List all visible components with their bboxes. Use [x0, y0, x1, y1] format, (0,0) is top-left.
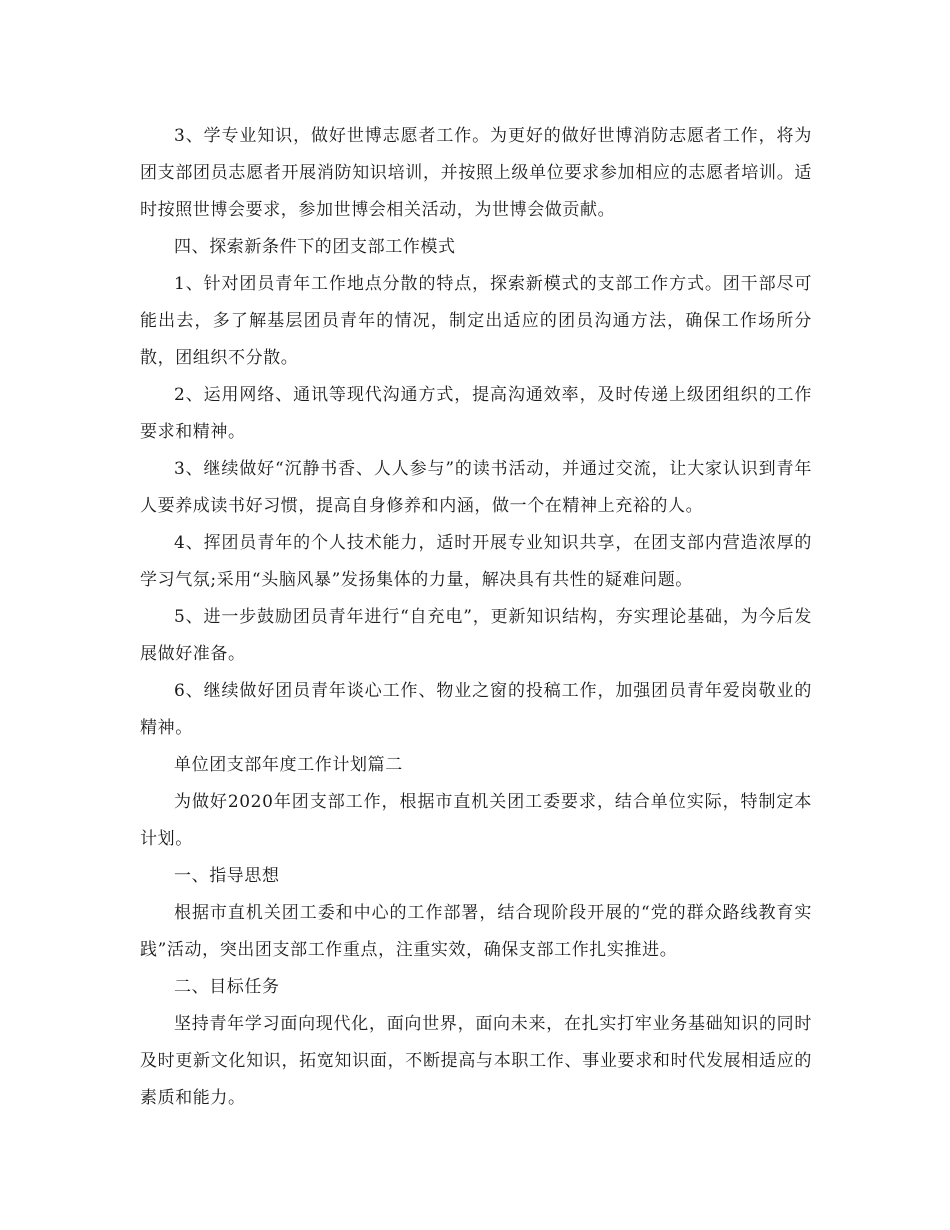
- paragraph-guiding-ideology: 根据市直机关团工委和中心的工作部署，结合现阶段开展的“党的群众路线教育实践”活动，突出团支部工作重点，注重实效，确保支部工作扎实推进。: [140, 903, 812, 960]
- paragraph-goals-tasks: 坚持青年学习面向现代化，面向世界，面向未来，在扎实打牢业务基础知识的同时及时更新文化知识，拓宽知识面，不断提高与本职工作、事业要求和时代发展相适应的素质和能力。: [140, 1014, 812, 1108]
- heading-guiding-ideology: 一、指导思想: [174, 866, 280, 886]
- paragraph-item-3: 3、继续做好“沉静书香、人人参与”的读书活动，并通过交流，让大家认识到青年人要养成读书好习惯，提高自身修养和内涵，做一个在精神上充裕的人。: [140, 459, 812, 516]
- paragraph-item-6: 6、继续做好团员青年谈心工作、物业之窗的投稿工作，加强团员青年爱岗敬业的精神。: [140, 681, 812, 738]
- document-body: [140, 118, 812, 1117]
- paragraph-item-2: 2、运用网络、通讯等现代沟通方式，提高沟通效率，及时传递上级团组织的工作要求和精神。: [140, 385, 812, 442]
- heading-plan-part-two: 单位团支部年度工作计划篇二: [174, 755, 403, 775]
- paragraph-intro: 为做好2020年团支部工作，根据市直机关团工委要求，结合单位实际，特制定本计划。: [140, 792, 812, 849]
- paragraph-item-1: 1、针对团员青年工作地点分散的特点，探索新模式的支部工作方式。团干部尽可能出去，多了解基层团员青年的情况，制定出适应的团员沟通方法，确保工作场所分散，团组织不分散。: [140, 274, 812, 368]
- paragraph-volunteer-training: 3、学专业知识，做好世博志愿者工作。为更好的做好世博消防志愿者工作，将为团支部团员志愿者开展消防知识培训，并按照上级单位要求参加相应的志愿者培训。适时按照世博会要求，参加世博会相关活动，为世博会做贡献。: [140, 126, 812, 220]
- paragraph-item-4: 4、挥团员青年的个人技术能力，适时开展专业知识共享，在团支部内营造浓厚的学习气氛;采用“头脑风暴”发扬集体的力量，解决具有共性的疑难问题。: [140, 533, 812, 590]
- heading-section-four: 四、探索新条件下的团支部工作模式: [174, 237, 456, 257]
- heading-goals-tasks: 二、目标任务: [174, 977, 280, 997]
- paragraph-item-5: 5、进一步鼓励团员青年进行“自充电”，更新知识结构，夯实理论基础，为今后发展做好准备。: [140, 607, 812, 664]
